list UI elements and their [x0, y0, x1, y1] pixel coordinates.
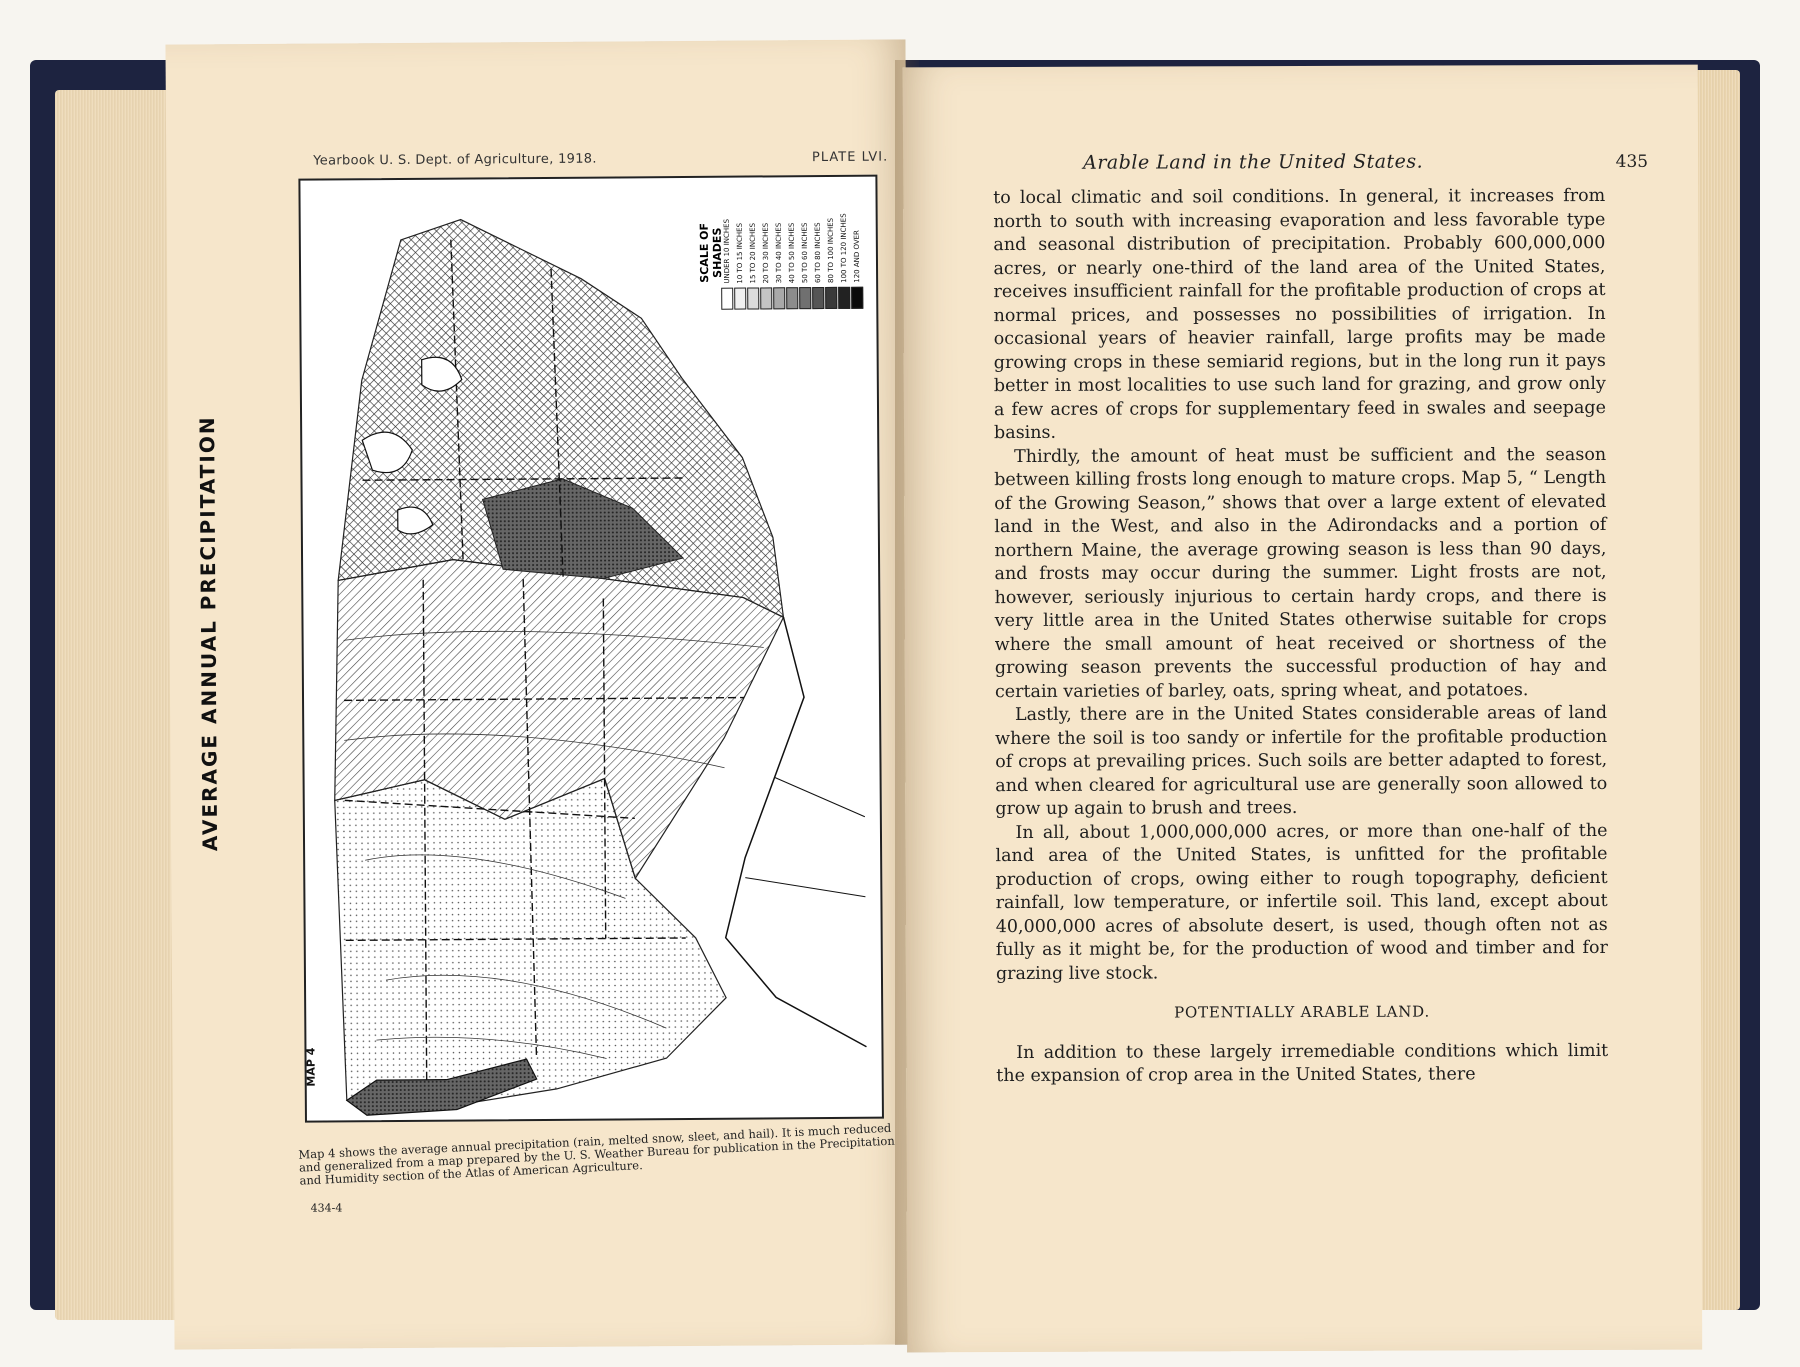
legend-swatch: [747, 287, 759, 309]
plate-number: PLATE LVI.: [811, 149, 889, 166]
paragraph-1: to local climatic and soil conditions. In general, it increases from north to south with increasing evaporation and less favorable type and seasonal distribution of precipitation. Probably 600,000,000 acres, or nearly one-third of the land area of the United States, receives insufficient rainfall for the profitable production of crops at normal prices, and possesses no possibilities of irrigation. In occasional years of heavier rainfall, large profits may be made growing crops in these semiarid regions, but in the long run it pays better in most localities to use such land for grazing, and grow only a few acres of crops for supplementary feed in swales and seepage basins.: [993, 185, 1606, 444]
left-page-number: 434-4: [310, 1201, 343, 1215]
right-page: [903, 65, 1702, 1353]
legend-swatch: [838, 287, 850, 309]
legend-item: [785, 189, 799, 309]
legend-item: [733, 190, 747, 310]
paragraph-4: In all, about 1,000,000,000 acres, or more than one-half of the land area of the United States, is unfitted for the profitable production of crops, owing either to rough topography, deficient rainfall, low temperature, or infertile soil. This land, except about 40,000,000 acres of absolute desert, is used, though often not as fully as it might be, for the production of wood and timber and for grazing live stock.: [995, 820, 1608, 984]
legend-label: 60 TO 80 INCHES: [813, 222, 823, 284]
map-illustration: [300, 177, 882, 1121]
precipitation-map: [195, 175, 884, 1123]
legend-item: [798, 189, 812, 309]
legend-item: [746, 189, 760, 309]
map-number: MAP 4: [304, 1047, 318, 1087]
legend-item: [850, 189, 864, 309]
legend-title: SCALE OF SHADES: [697, 222, 725, 283]
right-page-header: [1083, 150, 1648, 174]
legend-item: [720, 190, 734, 310]
legend-swatch: [799, 287, 811, 309]
legend-label: 50 TO 60 INCHES: [800, 222, 810, 284]
legend-swatch: [734, 288, 746, 310]
map-title: AVERAGE ANNUAL PRECIPITATION: [195, 415, 223, 852]
legend-item: [759, 189, 773, 309]
legend-label: 100 TO 120 INCHES: [839, 213, 849, 283]
legend-item: [811, 189, 825, 309]
legend-swatch: [851, 287, 863, 309]
right-page-number: 435: [1615, 151, 1649, 172]
paragraph-3: Lastly, there are in the United States considerable areas of land where the soil is too sandy or infertile for the profitable production of crops at prevailing prices. Such soils are better adapted to forest, and when cleared for agricultural use are generally soon allowed to grow up again to brush and trees.: [995, 702, 1608, 820]
legend-label: 80 TO 100 INCHES: [826, 217, 836, 283]
legend-label: 30 TO 40 INCHES: [774, 222, 784, 284]
running-title: Arable Land in the United States.: [1083, 150, 1424, 174]
paragraph-2: Thirdly, the amount of heat must be sufficient and the season between killing frosts long enough to mature crops. Map 5, “ Length of the Growing Season,” shows that over a large extent of elevated land in the West, and also in the Adirondacks and a portion of northern Maine, the average growing season is less than 90 days, and frosts may occur during the summer. Light frosts are not, however, seriously injurious to certain hardy crops, and there is very little area in the United States otherwise suitable for crops where the small amount of heat received or shortness of the growing season prevents the successful production of hay and certain varieties of barley, oats, spring wheat, and potatoes.: [994, 444, 1607, 702]
legend-swatch: [786, 287, 798, 309]
legend-swatch: [825, 287, 837, 309]
paragraph-5: In addition to these largely irremediable conditions which limit the expansion of crop area in the United States, there: [996, 1040, 1609, 1087]
legend-label: 10 TO 15 INCHES: [735, 222, 745, 284]
left-page-header: [313, 150, 888, 169]
map-caption: Map 4 shows the average annual precipitation (rain, melted snow, sleet, and hail). It is much reduced and generalized from a map prepared by the U. S. Weather Bureau for publication in the Precipitation and Humidity section of the Atlas of American Agriculture.: [298, 1120, 895, 1188]
legend-item: [772, 189, 786, 309]
legend-items: [720, 189, 864, 310]
legend-item: [824, 189, 838, 309]
legend-swatch: [773, 287, 785, 309]
yearbook-title: Yearbook U. S. Dept. of Agriculture, 1918.: [313, 151, 597, 169]
legend-label: 40 TO 50 INCHES: [787, 222, 797, 284]
body-text: [993, 185, 1608, 1089]
legend-swatch: [721, 288, 733, 310]
legend-swatch: [812, 287, 824, 309]
legend-label: UNDER 10 INCHES: [722, 218, 732, 284]
legend-label: 20 TO 30 INCHES: [761, 222, 771, 284]
legend-label: 15 TO 20 INCHES: [748, 222, 758, 284]
left-page: [165, 39, 914, 1349]
section-heading: POTENTIALLY ARABLE LAND.: [1174, 1002, 1431, 1022]
legend-item: [837, 189, 851, 309]
map-legend: [697, 189, 862, 310]
legend-label: 120 AND OVER: [852, 230, 862, 283]
legend-swatch: [760, 287, 772, 309]
